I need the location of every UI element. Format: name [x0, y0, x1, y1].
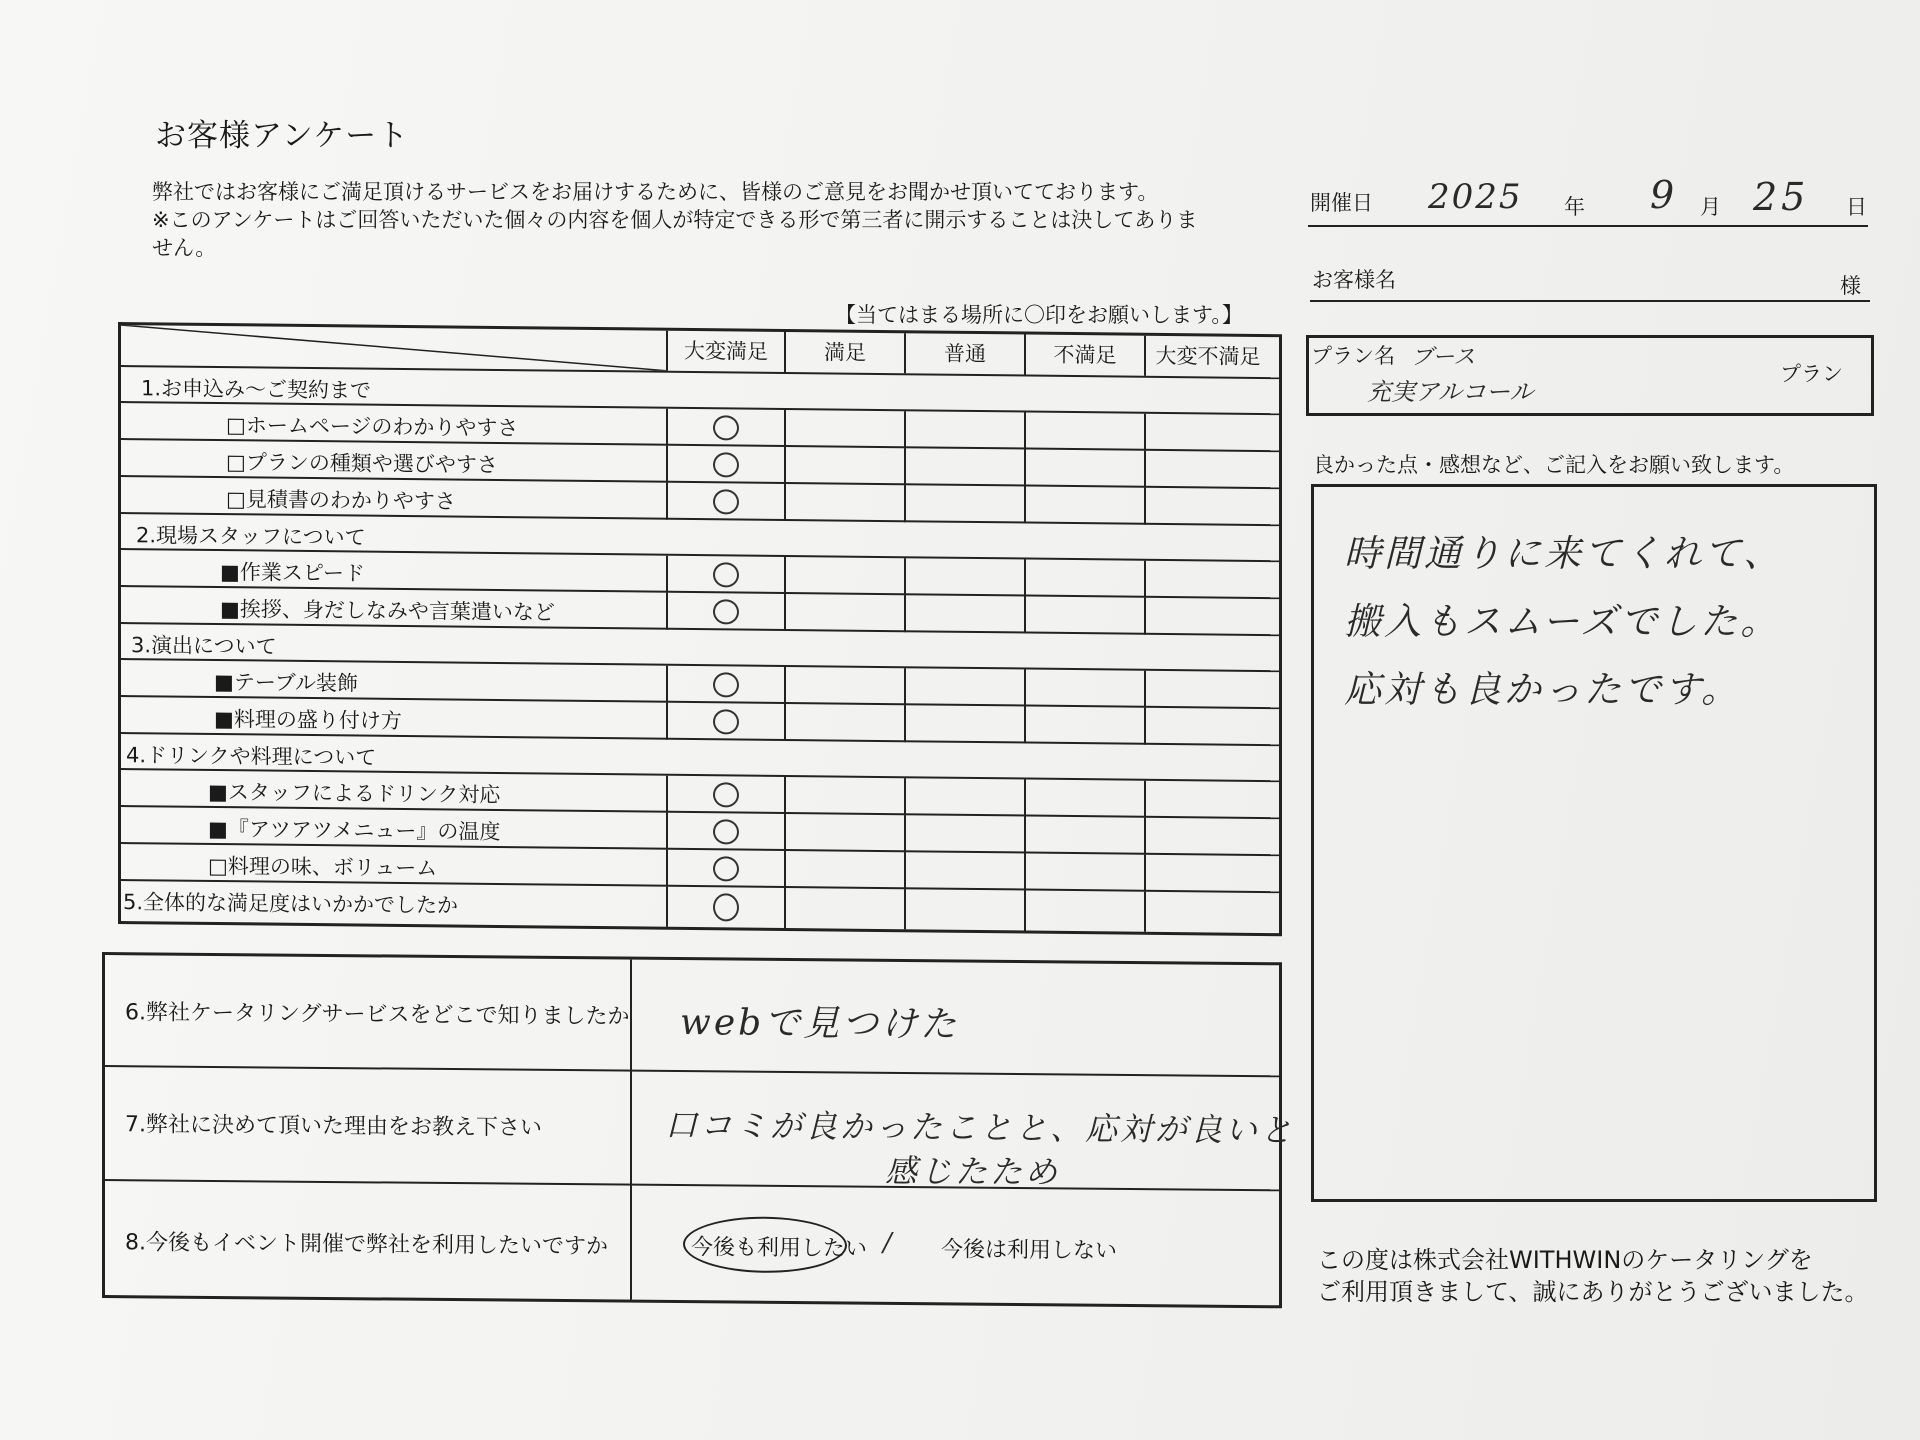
rating-cell-1[interactable]: [666, 446, 784, 484]
circle-mark-icon: [713, 782, 739, 807]
rating-cell-1[interactable]: [666, 887, 784, 928]
comment-line-3: 応対も良かったです。: [1344, 668, 1742, 711]
comment-line-2: 搬入もスムーズでした。: [1344, 600, 1781, 643]
item-label: ■挨拶、身だしなみや言葉遣いなど: [220, 597, 555, 625]
rating-cell-3[interactable]: [904, 815, 1024, 853]
rating-cell-3[interactable]: [904, 889, 1024, 930]
rating-cell-1[interactable]: [666, 556, 784, 594]
customer-name-label: お客様名: [1312, 268, 1396, 292]
customer-suffix: 様: [1840, 274, 1861, 298]
rating-cell-5[interactable]: [1144, 855, 1270, 893]
rating-cell-2[interactable]: [784, 777, 904, 815]
date-label: 開催日: [1310, 191, 1373, 215]
rating-cell-3[interactable]: [904, 705, 1024, 743]
rating-cell-4[interactable]: [1024, 486, 1144, 524]
rating-cell-4[interactable]: [1024, 706, 1144, 744]
circle-mark-icon: [713, 452, 739, 477]
rating-cell-3[interactable]: [904, 485, 1024, 523]
circle-mark-icon: [713, 489, 739, 514]
rating-cell-4[interactable]: [1024, 596, 1144, 634]
rating-cell-1[interactable]: [666, 776, 784, 814]
thanks-line-2: ご利用頂きまして、誠にありがとうございました。: [1317, 1278, 1869, 1306]
circle-mark-icon: [713, 415, 739, 440]
plan-suffix: プラン: [1780, 362, 1843, 386]
item-label: □プランの種類や選びやすさ: [226, 450, 498, 477]
month-unit: 月: [1700, 195, 1721, 219]
rating-cell-3[interactable]: [904, 411, 1024, 449]
rating-cell-1[interactable]: [666, 593, 784, 631]
rating-cell-5[interactable]: [1144, 708, 1270, 746]
survey-title: お客様アンケート: [155, 118, 410, 154]
rating-cell-1[interactable]: [666, 703, 784, 741]
marking-instruction: 【当てはまる場所に〇印をお願いします。】: [835, 303, 1243, 327]
q7-answer-line-2[interactable]: 感じたため: [885, 1151, 1061, 1192]
rating-cell-4[interactable]: [1024, 669, 1144, 707]
header-diagonal-line: [121, 325, 666, 371]
intro-line-2: ※このアンケートはご回答いただいた個々の内容を個人が特定できる形で第三者に開示することは決してありま: [152, 208, 1198, 232]
rating-cell-3[interactable]: [904, 448, 1024, 486]
rating-cell-5[interactable]: [1144, 818, 1270, 856]
rating-cell-4[interactable]: [1024, 449, 1144, 487]
question-row-8: [105, 1179, 1279, 1307]
rating-cell-5[interactable]: [1144, 781, 1270, 819]
rating-cell-2[interactable]: [784, 851, 904, 889]
date-month-value: 9: [1650, 173, 1675, 217]
thanks-message: [1317, 1244, 1869, 1308]
item-label: ■作業スピード: [220, 560, 366, 586]
rating-table: [118, 322, 1282, 936]
item-label: □料理の味、ボリューム: [208, 853, 438, 881]
rating-cell-5[interactable]: [1144, 598, 1270, 636]
plan-value-line-1: ブース: [1411, 345, 1476, 370]
rating-cell-4[interactable]: [1024, 412, 1144, 450]
item-label: ■『アツアツメニュー』の温度: [208, 816, 501, 845]
rating-cell-4[interactable]: [1024, 779, 1144, 817]
plan-name-label: プラン名: [1311, 344, 1395, 368]
rating-cell-2[interactable]: [784, 557, 904, 595]
section-title: 4.ドリンクや料理について: [126, 743, 377, 770]
rating-cell-2[interactable]: [784, 888, 904, 929]
circle-mark-icon: [713, 709, 739, 734]
rating-cell-1[interactable]: [666, 813, 784, 851]
rating-cell-3[interactable]: [904, 778, 1024, 816]
thanks-line-1: この度は株式会社WITHWINのケータリングを: [1317, 1246, 1813, 1274]
question-row-7: [105, 1065, 1296, 1192]
column-header-5: 大変不満足: [1144, 336, 1270, 377]
question-row-6: [105, 955, 1279, 1075]
q7-label: 7.弊社に決めて頂いた理由をお教え下さい: [125, 1112, 542, 1141]
question-box: [102, 952, 1296, 1308]
q8-label: 8.今後もイベント開催で弊社を利用したいですか: [125, 1230, 608, 1260]
day-unit: 日: [1846, 195, 1867, 219]
plan-name-box[interactable]: [1306, 335, 1874, 416]
customer-name-field[interactable]: [1310, 256, 1870, 302]
circle-mark-icon: [713, 672, 739, 697]
circle-mark-icon: [713, 819, 739, 844]
rating-cell-1[interactable]: [666, 483, 784, 521]
rating-cell-4[interactable]: [1024, 890, 1144, 931]
rating-cell-2[interactable]: [784, 667, 904, 705]
rating-cell-2[interactable]: [784, 704, 904, 742]
comments-box[interactable]: [1311, 484, 1877, 1202]
rating-cell-1[interactable]: [666, 409, 784, 447]
rating-cell-4[interactable]: [1024, 816, 1144, 854]
q6-label: 6.弊社ケータリングサービスをどこで知りましたか: [125, 1000, 630, 1030]
rating-cell-5[interactable]: [1144, 488, 1270, 526]
survey-intro: [152, 178, 1262, 262]
rating-cell-2[interactable]: [784, 447, 904, 485]
rating-cell-2[interactable]: [784, 814, 904, 852]
comments-caption: 良かった点・感想など、ご記入をお願い致します。: [1313, 453, 1795, 477]
date-year-value: 2025: [1428, 177, 1523, 217]
q8-option-no[interactable]: 今後は利用しない: [941, 1237, 1118, 1264]
event-date-field[interactable]: [1308, 175, 1868, 227]
rating-cell-5[interactable]: [1144, 561, 1270, 599]
intro-line-3: せん。: [152, 236, 217, 260]
q6-answer[interactable]: webで見つけた: [680, 1002, 960, 1046]
rating-cell-5[interactable]: [1144, 671, 1270, 709]
rating-cell-2[interactable]: [784, 594, 904, 632]
rating-cell-3[interactable]: [904, 558, 1024, 596]
section-title: 3.演出について: [131, 633, 277, 659]
column-header-3: 普通: [904, 333, 1024, 374]
rating-cell-3[interactable]: [904, 595, 1024, 633]
q7-answer-line-1[interactable]: 口コミが良かったことと、応対が良いと: [665, 1105, 1296, 1150]
item-label: ■テーブル装飾: [214, 670, 358, 696]
circle-mark-icon: [713, 893, 739, 921]
section-title: 1.お申込み～ご契約まで: [141, 376, 372, 403]
comment-line-1: 時間通りに来てくれて、: [1344, 532, 1784, 575]
item-label: □見積書のわかりやすさ: [226, 487, 456, 514]
column-header-4: 不満足: [1024, 334, 1144, 375]
q8-option-yes[interactable]: 今後も利用したい: [691, 1235, 868, 1262]
rating-cell-5[interactable]: [1144, 414, 1270, 452]
rating-cell-3[interactable]: [904, 852, 1024, 890]
plan-value-line-2: 充実アルコール: [1367, 378, 1534, 406]
rating-cell-4[interactable]: [1024, 853, 1144, 891]
rating-cell-2[interactable]: [784, 484, 904, 522]
item-label: ■料理の盛り付け方: [214, 707, 402, 733]
section-title: 2.現場スタッフについて: [136, 523, 366, 550]
circle-mark-icon: [713, 856, 739, 881]
item-label: □ホームページのわかりやすさ: [226, 413, 519, 441]
item-label: ■スタッフによるドリンク対応: [208, 779, 501, 808]
circle-mark-icon: [713, 599, 739, 624]
q8-separator: /: [883, 1227, 892, 1258]
column-header-2: 満足: [784, 332, 904, 373]
rating-cell-1[interactable]: [666, 850, 784, 888]
date-day-value: 25: [1753, 175, 1810, 219]
year-unit: 年: [1564, 195, 1585, 219]
rating-cell-4[interactable]: [1024, 559, 1144, 597]
intro-line-1: 弊社ではお客様にご満足頂けるサービスをお届けするために、皆様のご意見をお聞かせ頂いてております。: [152, 180, 1159, 204]
rating-cell-2[interactable]: [784, 410, 904, 448]
rating-cell-1[interactable]: [666, 666, 784, 704]
rating-cell-3[interactable]: [904, 668, 1024, 706]
rating-cell-5[interactable]: [1144, 451, 1270, 489]
circle-mark-icon: [713, 562, 739, 587]
rating-cell-5[interactable]: [1144, 892, 1270, 933]
column-header-1: 大変満足: [666, 331, 784, 372]
item-label: 5.全体的な満足度はいかかでしたか: [123, 890, 459, 918]
